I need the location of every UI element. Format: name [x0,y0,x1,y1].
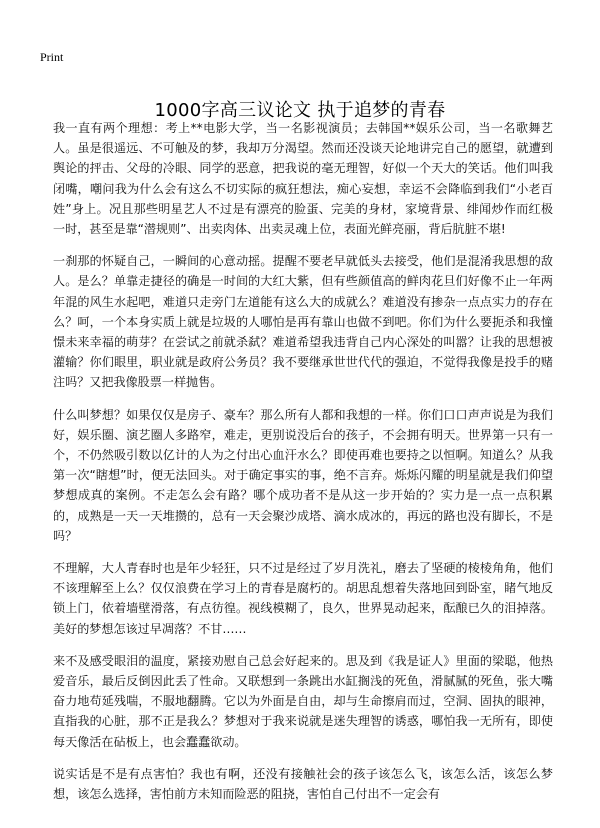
article-body [53,118,553,816]
paragraph-4: 不理解，大人青春时也是年少轻狂，只不过是经过了岁月洗礼，磨去了坚硬的棱棱角角，他们不该理解至上么？仅仅浪费在学习上的青春是腐朽的。胡思乱想着失落地回到卧室，睹气地反锁上门，依着墙壁滑落，有点彷徨。视线模糊了，良久，世界晃动起来，酝酿已久的泪掉落。美好的梦想怎该过早凋落？不甘…… [53,561,553,636]
paragraph-6: 说实话是不是有点害怕？我也有啊，还没有接触社会的孩子该怎么飞，该怎么活，该怎么梦想，该怎么选择，害怕前方未知而险恶的阻挠，害怕自己付出不一定会有 [53,766,553,802]
paragraph-5: 来不及感受眼泪的温度，紧接劝慰自己总会好起来的。思及到《我是证人》里面的梁聪，他热爱音乐，最后反倒因此丢了性命。又联想到一条跳出水缸搁浅的死鱼，滑腻腻的死鱼，张大嘴奋力地苟延残喘，不服地翻腾。它以为外面是自由，却与生命擦肩而过，空洞、固执的眼神，直指我的心脏，那不正是我么？梦想对于我来说就是迷失理智的诱惑，哪怕我一无所有，即使每天像活在砧板上，也会蠢蠢欲动。 [53,653,553,749]
paragraph-3: 什么叫梦想？如果仅仅是房子、豪车？那么所有人都和我想的一样。你们口口声声说是为我们好，娱乐圈、演艺圈人多路窄，难走，更别说没后台的孩子，不会拥有明天。世界第一只有一个，不仍然吸引数以亿计的人为之付出心血汗水么？即使再难也要持之以恒啊。知道么？从我第一次“瞎想”时，便无法回头。对于确定事实的事，绝不言弃。烁烁闪耀的明星就是我们仰望梦想成真的案例。不走怎么会有路？哪个成功者不是从这一步开始的？实力是一点一点积累的，成熟是一天一天堆攒的，总有一天会聚沙成塔、滴水成冰的，再远的路也没有脚长，不是吗？ [53,407,553,543]
print-label[interactable]: Print [40,50,64,64]
paragraph-2: 一刹那的怀疑自己，一瞬间的心意动摇。提醒不要老早就低头去接受，他们是混淆我思想的敌人。是么？单靠走捷径的确是一时间的大红大紫，但有些颜值高的鲜肉花旦们好像不止一年两年混的风生水起吧，难道只走旁门左道能有这么大的成就么？难道没有掺杂一点点实力的存在么？呵，一个本身实质上就是垃圾的人哪怕是再有靠山也做不到吧。你们为什么要扼杀和我憧憬未来幸福的萌芽？在尝试之前就杀弑？难道希望我违背自己内心深处的叫嚣？让我的思想被灌输？你们眼里，职业就是政府公务员？我不要继承世世代代的强迫，不觉得我像是投手的赌注吗？又把我像股票一样抛售。 [53,254,553,390]
article-title: 1000字高三议论文 执于追梦的青春 [154,100,446,122]
paragraph-1: 我一直有两个理想：考上**电影大学，当一名影视演员；去韩国**娱乐公司，当一名歌舞艺人。虽是很遥远、不可触及的梦，我却万分渴望。然而还没谈天论地讲完自己的愿望，就遭到舆论的抨击、父母的冷眼、同学的恶意，把我说的毫无理智，好似一个天大的笑话。他们叫我闭嘴，嘲问我为什么会有这么不切实际的疯狂想法，痴心妄想，幸运不会降临到我们“小老百姓”身上。况且那些明星艺人不过是有漂亮的脸蛋、完美的身材，家境背景、绯闻炒作而红极一时，甚至是靠“潜规则”、出卖肉体、出卖灵魂上位，表面光鲜亮丽，背后肮脏不堪! [53,121,553,237]
